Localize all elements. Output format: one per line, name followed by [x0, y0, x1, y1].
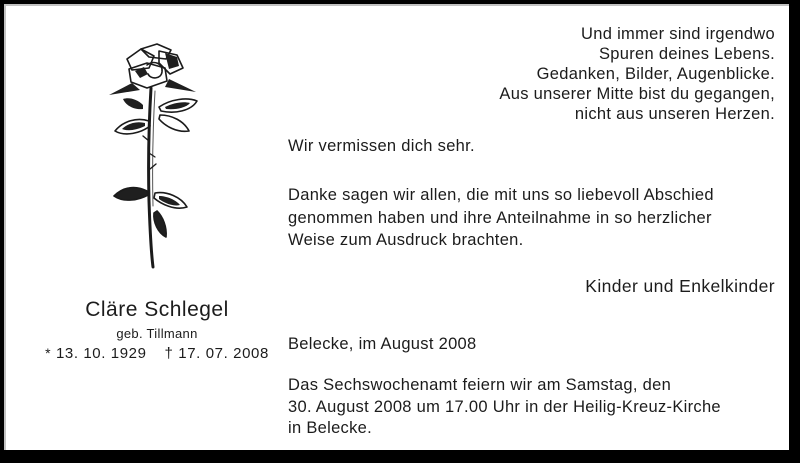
memorial-service-info	[288, 375, 721, 440]
thanks-line: Danke sagen wir allen, die mit uns so liebevoll Abschied	[288, 186, 714, 204]
service-line: in Belecke.	[288, 419, 373, 437]
memorial-poem	[499, 24, 775, 124]
birth-date: 13. 10. 1929	[55, 345, 147, 362]
poem-line: Und immer sind irgendwo	[581, 25, 775, 43]
thanks-paragraph	[288, 184, 714, 252]
deceased-column	[20, 4, 294, 450]
deceased-dates	[20, 345, 294, 362]
deceased-maiden-name: geb. Tillmann	[116, 326, 198, 341]
rose-icon	[99, 40, 214, 270]
obituary-content	[4, 4, 789, 450]
service-line: 30. August 2008 um 17.00 Uhr in der Heilig-Kreuz-Kirche	[288, 397, 721, 416]
died-symbol: †	[164, 345, 174, 362]
poem-line: Gedanken, Bilder, Augenblicke.	[536, 65, 775, 83]
service-line: Das Sechswochenamt feiern wir am Samstag, den	[288, 376, 672, 394]
poem-line: Aus unserer Mitte bist du gegangen,	[499, 85, 775, 103]
place-and-date: Belecke, im August 2008	[288, 335, 477, 353]
thanks-line: Weise zum Ausdruck brachten.	[288, 231, 524, 249]
family-signature: Kinder und Enkelkinder	[585, 276, 775, 296]
deceased-name: Cläre Schlegel	[85, 298, 229, 321]
missing-statement: Wir vermissen dich sehr.	[288, 137, 475, 155]
poem-line: nicht aus unseren Herzen.	[574, 105, 775, 123]
poem-line: Spuren deines Lebens.	[598, 45, 775, 63]
born-symbol: *	[45, 345, 52, 361]
deceased-block	[20, 298, 294, 362]
death-date: 17. 07. 2008	[178, 345, 269, 362]
thanks-line: genommen haben und ihre Anteilnahme in so herzlicher	[288, 208, 712, 227]
